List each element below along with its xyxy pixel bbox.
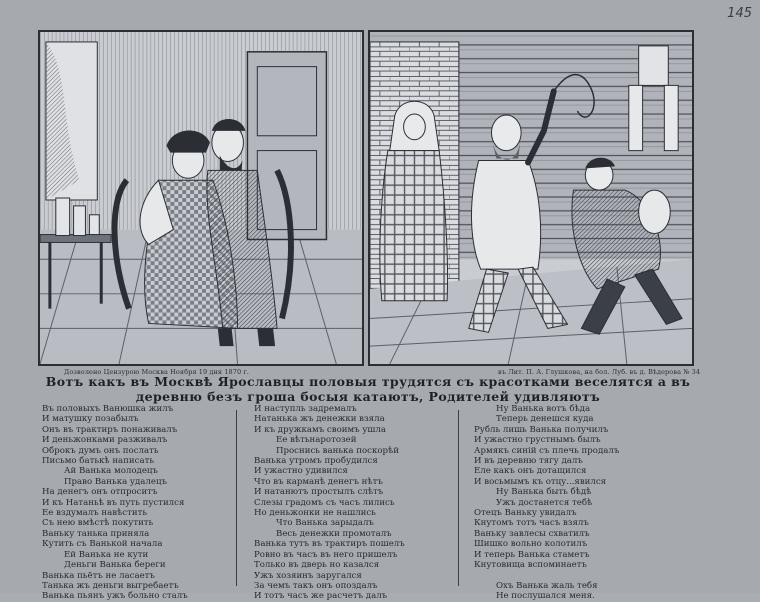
verse-line: Письмо батькѣ написать [42,456,154,467]
verse-line: Кнутовища вспоминаетъ [474,560,587,571]
verse-line: Охъ Ванька жаль тебя [496,580,598,591]
verse-line: Слезы градомъ съ часъ лились [254,497,395,508]
censor-note-left: Дозволено Цензурою Москва Ноября 19 дня 1870 г. [64,368,250,376]
village-scene-illustration [370,32,692,364]
title-line-1: Вотъ какъ въ Москвѣ Ярославцы половыя трудятся съ красотками веселятся а въ [45,374,691,389]
verse-line: Ужъ хозяинъ заругался [254,570,362,581]
verse-line: Рубль лишь Ванька получилъ [474,424,609,435]
verse-line: Право Ванька удалецъ [64,476,167,487]
tavern-scene-illustration [40,32,362,364]
verse-line: Но деньжонки не нашлись [254,508,376,519]
verse-line: Ваньку завлесы схватилъ [474,528,590,539]
verse-line: И ужастно грустнымъ былъ [474,435,601,446]
verse-line: Еле какъ онъ дотащился [474,466,587,477]
verse-column-1 [42,404,188,602]
verse-line: Ванька тутъ въ трактиръ пошелъ [254,539,405,550]
verse-line: Ее вѣтьнаротозей [276,435,357,446]
verse-line: За чемъ такъ онъ опоздалъ [254,580,378,591]
verse-column-3 [474,404,619,602]
verse-line: Проснись ванька поскорѣй [276,445,399,456]
right-illustration-panel [368,30,694,366]
verse-line: Ай Ванька молодецъ [64,466,158,477]
verse-line: Ее вздумалъ навѣстить [42,508,148,519]
title-line-2: деревню безъ гроша босыя катаютъ, Родителей удивляютъ [135,389,601,404]
verse-line: И ужастно удивился [254,466,348,477]
verse-line: И теперь Ванька стаметъ [474,549,590,560]
verse-line: Только въ дверь но казался [254,560,380,571]
verse-line: Весь денежки промоталъ [276,528,392,539]
verse-line: Оброкъ думъ онъ послать [42,445,159,456]
verse-line: Что въ карманѣ денегъ нѣтъ [254,476,383,487]
verse-line: Съ нею вмѣстѣ покутить [42,518,154,529]
verse-line: Армякъ синій съ плечь продалъ [474,445,620,456]
verse-line: Отецъ Ваньку увидалъ [474,508,577,519]
verse-line: Ванька пьётъ не ласаетъ [42,570,155,581]
verse-line: И восьмымъ къ отцу...явился [474,476,607,487]
verse-line: Ну Ванька вотъ бѣда [496,404,591,414]
verse-line: И матушку позабылъ [42,414,139,425]
verse-line: И къ Натаньѣ въ путь пустился [42,497,185,508]
verse-line: На денегъ онъ отпроситъ [42,487,158,498]
verse-line: И деньжонками разживалъ [42,435,168,446]
verse-line: Ровно въ часъ въ него пришелъ [254,549,398,560]
verse-line: И въ деревню тягу далъ [474,456,583,467]
column-divider [458,410,459,586]
verse-line: Ну Ванька быть бѣдѣ [496,487,592,498]
page-number: 145 [727,6,752,21]
verse-line: Ужъ достанется тебѣ [496,497,593,508]
verse-line: Натанька жъ денежки взяла [254,414,385,425]
verse-line: Не послушался меня. [496,591,595,602]
verse-column-2 [254,404,405,602]
verse-line: Ванька пьянъ ужъ больно сталъ [42,591,188,602]
verse-line: Кутить съ Ванькой начала [42,539,163,550]
printer-note-right: въ Лит. П. А. Глушкова, на бол. Луб. въ д. Вѣдерова № 34 [498,368,701,376]
verse-line: Теперь денешся куда [496,414,594,425]
verse-line: Въ половыхъ Ванюшка жилъ [42,404,174,414]
verse-line: Кнутомъ тотъ часъ взялъ [474,518,589,529]
verse-line: И тотъ часъ же расчетъ далъ [254,591,388,602]
verse-line: Деньги Ванька береги [64,560,166,571]
verse-line: Онъ въ трактиръ понаживалъ [42,424,178,435]
column-divider [236,410,237,586]
verse-line: Ванька утромъ пробудился [254,456,378,467]
verse-line: И натанютъ простылъ слѣтъ [254,487,384,498]
verse-line: Шишко вольно колотилъ [474,539,588,550]
verse-line: И наступль задремалъ [254,404,357,414]
verse-line: И къ дружкамъ своимъ ушла [254,424,386,435]
verse-line: Танька жъ деньги выгребаетъ [42,580,179,591]
verse-line: Что Ванька зарыдалъ [276,518,374,529]
verse-line: Ваньку танька приняла [42,528,150,539]
left-illustration-panel [38,30,364,366]
verse-line: Ей Ванька не кути [64,549,149,560]
verse-line [474,571,619,581]
